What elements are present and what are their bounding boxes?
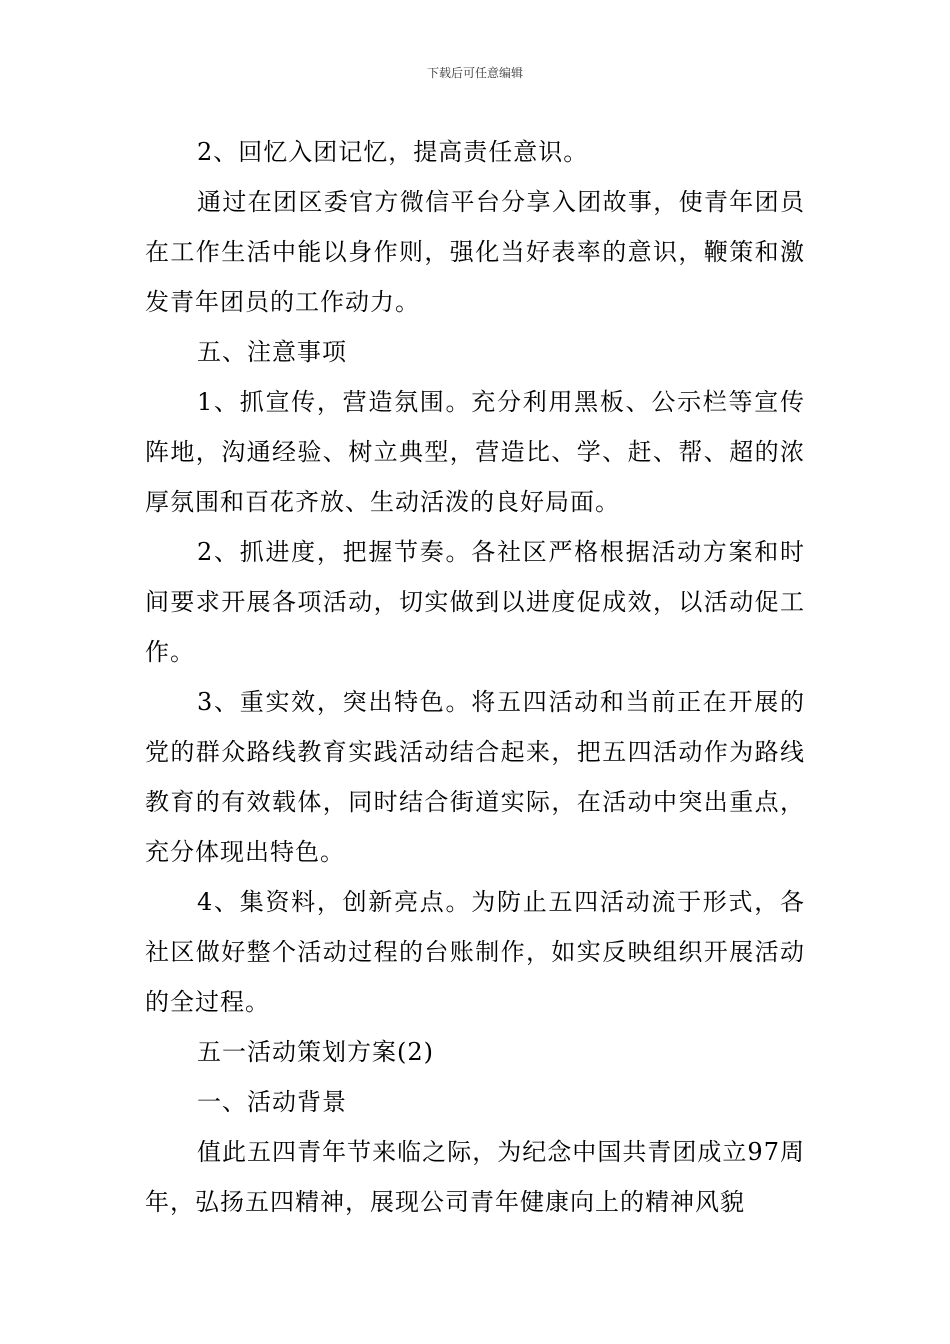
section-heading: 五、注意事项 <box>197 338 347 366</box>
paragraph: 通过在团区委官方微信平台分享入团故事，使青年团员在工作生活中能以身作则，强化当好表率的意识，鞭策和激发青年团员的工作动力。 <box>145 188 805 316</box>
paragraph: 3、重实效，突出特色。将五四活动和当前正在开展的党的群众路线教育实践活动结合起来，把五四活动作为路线教育的有效载体，同时结合街道实际，在活动中突出重点，充分体现出特色。 <box>145 688 805 866</box>
document-subtitle: 五一活动策划方案(2) <box>197 1038 434 1066</box>
paragraph: 2、抓进度，把握节奏。各社区严格根据活动方案和时间要求开展各项活动，切实做到以进度促成效，以活动促工作。 <box>145 538 805 666</box>
paragraph: 1、抓宣传，营造氛围。充分利用黑板、公示栏等宣传阵地，沟通经验、树立典型，营造比、学、赶、帮、超的浓厚氛围和百花齐放、生动活泼的良好局面。 <box>145 388 805 516</box>
section-heading: 一、活动背景 <box>197 1088 347 1116</box>
page-header: 下载后可任意编辑 <box>426 66 523 80</box>
document-body <box>145 127 805 1227</box>
paragraph: 值此五四青年节来临之际，为纪念中国共青团成立97周年，弘扬五四精神，展现公司青年健康向上的精神风貌 <box>145 1138 805 1216</box>
paragraph: 4、集资料，创新亮点。为防止五四活动流于形式，各社区做好整个活动过程的台账制作，如实反映组织开展活动的全过程。 <box>145 888 805 1016</box>
paragraph: 2、回忆入团记忆，提高责任意识。 <box>197 138 589 166</box>
